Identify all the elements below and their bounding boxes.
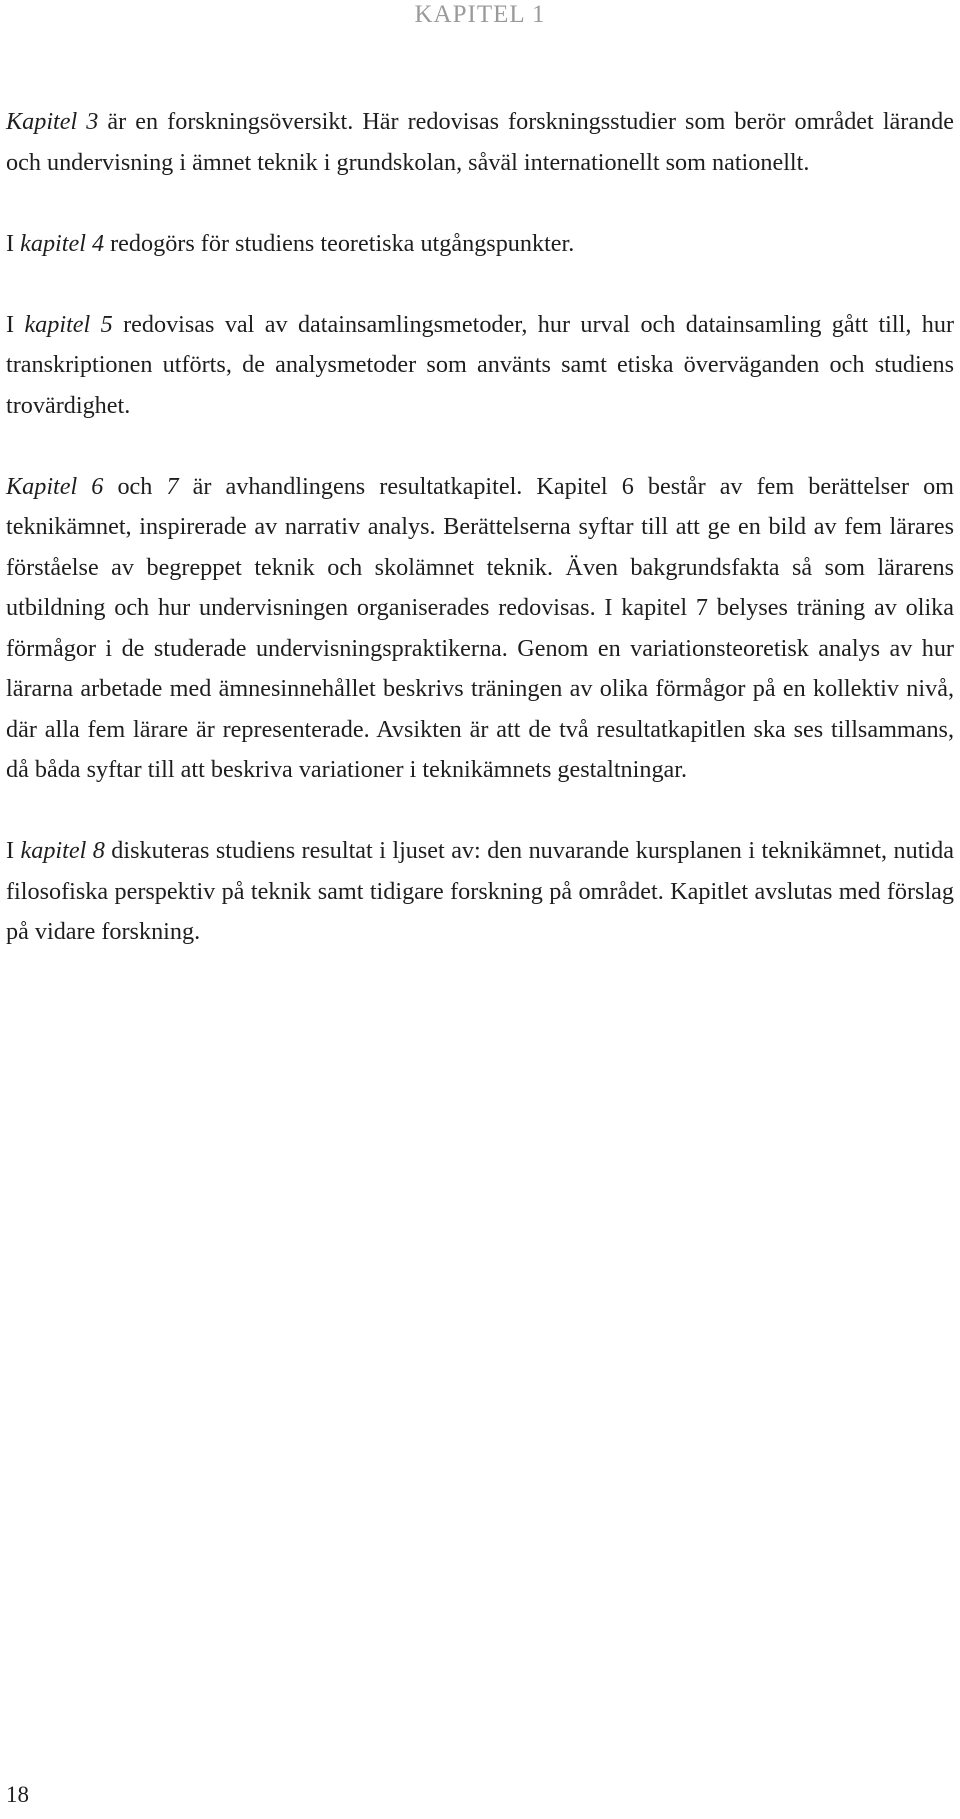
chapter-reference: kapitel 5 [24,310,113,338]
paragraph-kapitel-5 [6,305,954,427]
paragraph-kapitel-8 [6,831,954,953]
paragraph-text: I [6,229,21,257]
chapter-reference: Kapitel 3 [6,108,99,135]
page-number: 18 [6,1782,29,1807]
chapter-reference: Kapitel 6 [6,472,104,500]
paragraph-kapitel-3 [6,102,954,183]
paragraph-kapitel-4 [6,224,954,265]
chapter-reference: 7 [166,472,179,500]
paragraph-text: I [6,310,25,338]
body-text [6,102,954,953]
paragraph-text: redovisas val av datainsamlingsmetoder, hur urval och datainsamling gått till, hur transkriptionen utförts, de analysmetoder som använts samt etiska överväganden och studiens trovärdighet. [6,310,954,419]
chapter-reference: kapitel 8 [20,837,105,864]
paragraph-text: och [103,472,167,500]
paragraph-text: är avhandlingens resultatkapitel. Kapitel 6 består av fem berättelser om teknikämnet, inspirerade av narrativ analys. Berättelserna syftar till att ge en bild av fem lärares förståelse av begreppet teknik och skolämnet teknik. Även bakgrundsfakta så som lärarens utbildning och hur undervisningen organiserades redovisas. I kapitel 7 belyses träning av olika förmågor i de studerade undervisningspraktikerna. Genom en variationsteoretisk analys av hur lärarna arbetade med ämnesinnehållet beskrivs träningen av olika förmågor på en kollektiv nivå, där alla fem lärare är representerade. Avsikten är att de två resultatkapitlen ska ses tillsammans, då båda syftar till att beskriva variationer i teknikämnets gestaltningar. [6,472,954,783]
paragraph-text: redogörs för studiens teoretiska utgångspunkter. [104,229,575,257]
running-header: KAPITEL 1 [414,1,546,28]
paragraph-text: är en forskningsöversikt. Här redovisas forskningsstudier som berör området lärande och undervisning i ämnet teknik i grundskolan, såväl internationellt som nationellt. [6,108,954,176]
paragraph-text: diskuteras studiens resultat i ljuset av: den nuvarande kursplanen i teknikämnet, nutida filosofiska perspektiv på teknik samt tidigare forskning på området. Kapitlet avslutas med förslag på vidare forskning. [6,837,954,945]
paragraph-text: I [6,837,21,864]
chapter-reference: kapitel 4 [20,229,105,257]
paragraph-kapitel-6-7 [6,467,954,791]
